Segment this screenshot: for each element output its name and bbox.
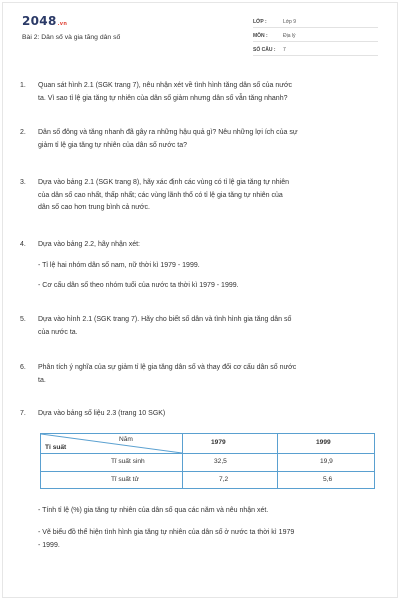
meta-class: LỚP : Lớp 9 bbox=[253, 16, 378, 28]
lesson-title: Bài 2: Dân số và gia tăng dân số bbox=[22, 34, 121, 41]
table-row-label: Tỉ suất sinh bbox=[111, 458, 145, 465]
table-divider bbox=[277, 434, 278, 488]
question-4-item: - Tỉ lệ hai nhóm dân số nam, nữ thời kì 1979 - 1999. bbox=[38, 262, 200, 269]
table-cell: 19,9 bbox=[320, 458, 333, 465]
table-divider bbox=[41, 453, 374, 454]
table-cell: 32,5 bbox=[214, 458, 227, 465]
table-cell: 7,2 bbox=[219, 476, 229, 483]
table-row-label: Tỉ suất tử bbox=[111, 476, 139, 483]
table-cell: 5,6 bbox=[323, 476, 333, 483]
header bbox=[0, 0, 400, 62]
table-divider bbox=[182, 434, 183, 488]
table-corner-year-label: Năm bbox=[119, 436, 133, 443]
table-header-year: 1979 bbox=[211, 439, 226, 446]
table-header-year: 1999 bbox=[316, 439, 331, 446]
meta-subject: MÔN : Địa lý bbox=[253, 30, 378, 42]
question-4-item: - Cơ cấu dân số theo nhóm tuổi của nước ta thời kì 1979 - 1999. bbox=[38, 282, 239, 289]
table-divider bbox=[41, 471, 374, 472]
meta-question-count: SỐ CÂU : 7 bbox=[253, 44, 378, 56]
table-corner-rate-label: Tỉ suất bbox=[45, 444, 67, 451]
site-logo[interactable]: 2048.vn bbox=[22, 14, 68, 28]
data-table bbox=[40, 433, 375, 489]
